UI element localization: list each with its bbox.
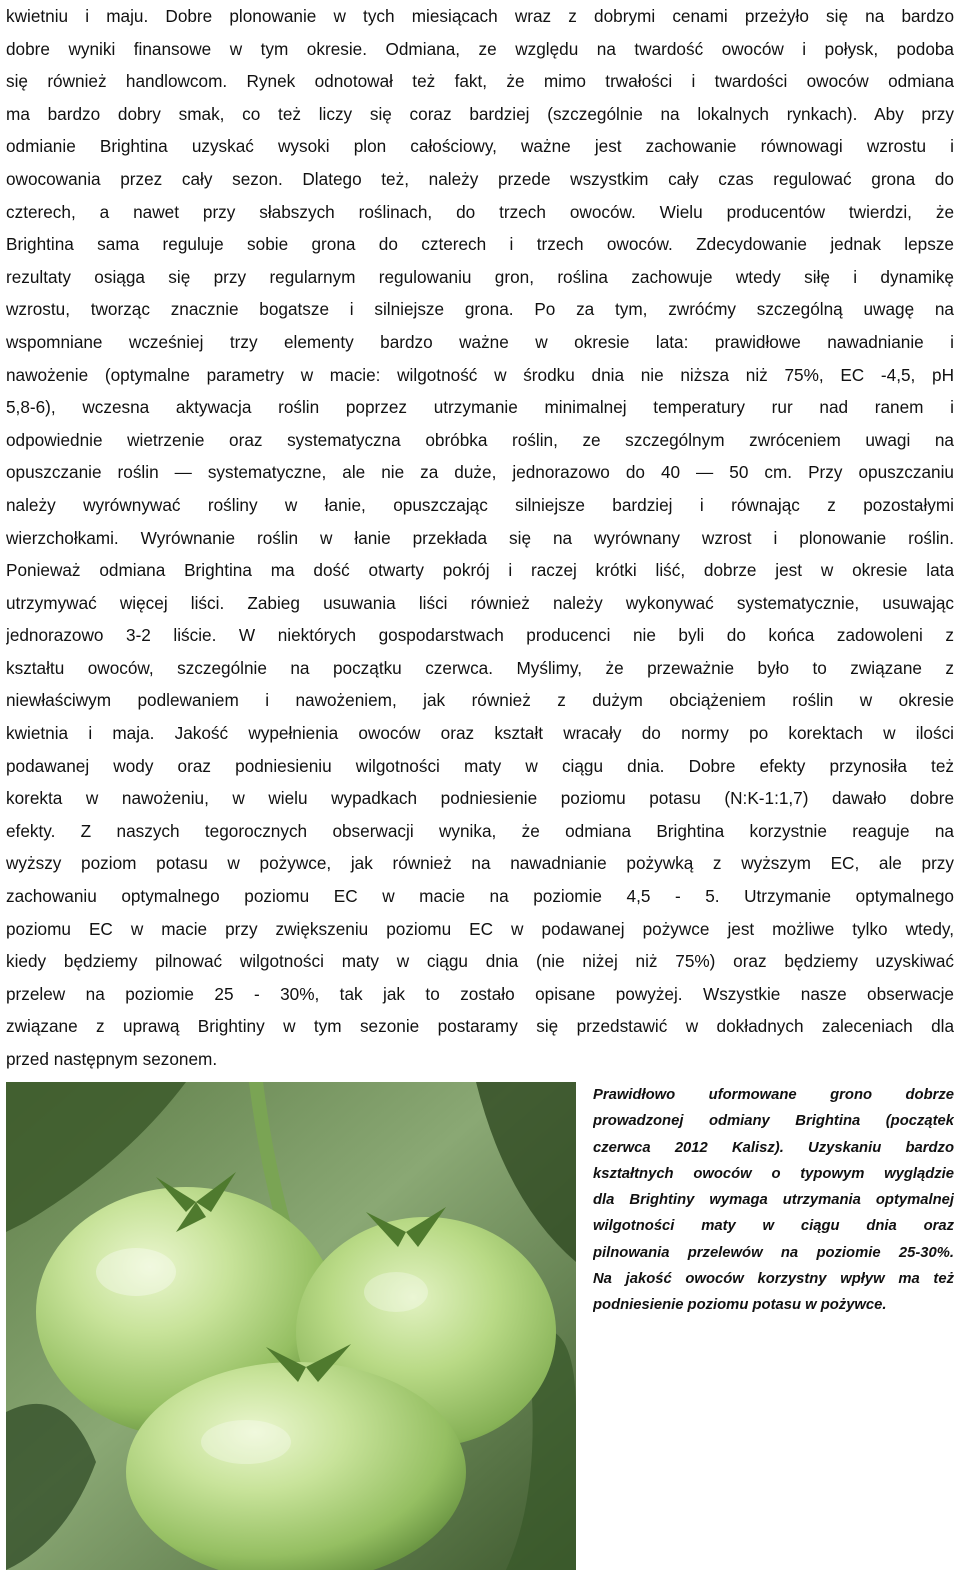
article-line: efekty. Z naszych tegorocznych obserwacji wynika, że odmiana Brightina korzystnie reaguje na [6,820,954,841]
article-line: odmianie Brightina uzyskać wysoki plon całościowy, ważne jest zachowanie równowagi wzrostu i [6,136,954,157]
article-line: korekta w nawożeniu, w wielu wypadkach podniesienie poziomu potasu (N:K-1:1,7) dawało dobre [6,788,954,809]
caption-line: pilnowania przelewów na poziomie 25-30%. [593,1244,954,1261]
article-line: utrzymywać więcej liści. Zabieg usuwania liści również należy wykonywać systematycznie, usuwając [6,592,954,613]
tomato-photo-illustration [6,1082,576,1570]
article-line: opuszczanie roślin — systematyczne, ale nie za duże, jednorazowo do 40 — 50 cm. Przy opuszczaniu [6,462,954,483]
caption-line: wilgotności maty w ciągu dnia oraz [593,1218,954,1235]
article-line: przed następnym sezonem. [6,1049,218,1069]
article-body [6,0,954,1076]
article-line: poziomu EC w macie przy zwiększeniu poziomu EC w podawanej pożywce jest możliwe tylko wtedy, [6,918,954,939]
article-line: dobre wyniki finansowe w tym okresie. Odmiana, ze względu na twardość owoców i połysk, podoba [6,38,954,59]
article-line: ma bardzo dobry smak, co też liczy się coraz bardziej (szczególnie na lokalnych rynkach). Aby przy [6,103,954,124]
article-line: wyższy poziom potasu w pożywce, jak również na nawadnianie pożywką z wyższym EC, ale przy [6,853,954,874]
article-line: nawożenie (optymalne parametry w macie: wilgotność w środku dnia nie niższa niż 75%, EC -4,5, pH [6,364,954,385]
article-line: 5,8-6), wczesna aktywacja roślin poprzez utrzymanie minimalnej temperatury rur nad ranem i [6,397,954,418]
article-line: kiedy będziemy pilnować wilgotności maty w ciągu dnia (nie niżej niż 75%) oraz będziemy uzyskiwać [6,951,954,972]
article-line: wspomniane wcześniej trzy elementy bardzo ważne w okresie lata: prawidłowe nawadnianie i [6,331,954,352]
caption-line: prowadzonej odmiany Brightina (początek [593,1113,954,1130]
article-line: wierzchołkami. Wyrównanie roślin w łanie przekłada się na wyrównany wzrost i plonowanie roślin. [6,527,954,548]
article-line: zachowaniu optymalnego poziomu EC w macie na poziomie 4,5 - 5. Utrzymanie optymalnego [6,886,954,907]
article-line: kwietnia i maja. Jakość wypełnienia owoców oraz kształt wracały do normy po korektach w ilości [6,723,954,744]
article-line: niewłaściwym podlewaniem i nawożeniem, jak również z dużym obciążeniem roślin w okresie [6,690,954,711]
article-line: Ponieważ odmiana Brightina ma dość otwarty pokrój i raczej krótki liść, dobrze jest w okresie lata [6,560,954,581]
article-line: rezultaty osiąga się przy regularnym regulowaniu gron, roślina zachowuje wtedy siłę i dynamikę [6,266,954,287]
article-line: podawanej wody oraz podniesieniu wilgotności maty w ciągu dnia. Dobre efekty przynosiła też [6,755,954,776]
caption-line: kształtnych owoców o typowym wyglądzie [593,1165,954,1182]
caption-line: dla Brightiny wymaga utrzymania optymalnej [593,1192,954,1209]
article-line: jednorazowo 3-2 liście. W niektórych gospodarstwach producenci nie byli do końca zadowoleni z [6,625,954,646]
article-line: związane z uprawą Brightiny w tym sezonie postaramy się przedstawić w dokładnych zaleceniach dla [6,1016,954,1037]
caption-line: podniesienie poziomu potasu w pożywce. [593,1297,887,1314]
article-line: się również handlowcom. Rynek odnotował też fakt, że mimo trwałości i twardości owoców odmiana [6,71,954,92]
caption-line: czerwca 2012 Kalisz). Uzyskaniu bardzo [593,1139,954,1156]
tomato-cluster-photo [6,1082,576,1570]
article-line: czterech, a nawet przy słabszych roślinach, do trzech owoców. Wielu producentów twierdzi, że [6,201,954,222]
article-line: wzrostu, tworząc znacznie bogatsze i silniejsze grona. Po za tym, zwróćmy szczególną uwagę na [6,299,954,320]
photo-caption [593,1082,954,1319]
article-line: odpowiednie wietrzenie oraz systematyczna obróbka roślin, ze szczególnym zwróceniem uwagi na [6,429,954,450]
article-line: przelew na poziomie 25 - 30%, tak jak to zostało opisane powyżej. Wszystkie nasze obserwacje [6,983,954,1004]
article-line: owocowania przez cały sezon. Dlatego też, należy przede wszystkim cały czas regulować grona do [6,168,954,189]
article-line: Brightina sama reguluje sobie grona do czterech i trzech owoców. Zdecydowanie jednak lepsze [6,234,954,255]
article-line: kształtu owoców, szczególnie na początku czerwca. Myślimy, że przeważnie było to związane z [6,657,954,678]
caption-line: Na jakość owoców korzystny wpływ ma też [593,1271,954,1288]
article-line: kwietniu i maju. Dobre plonowanie w tych miesiącach wraz z dobrymi cenami przeżyło się na bardzo [6,6,954,26]
caption-line: Prawidłowo uformowane grono dobrze [593,1087,954,1103]
article-line: należy wyrównywać rośliny w łanie, opuszczając silniejsze bardziej i równając z pozostałymi [6,494,954,515]
